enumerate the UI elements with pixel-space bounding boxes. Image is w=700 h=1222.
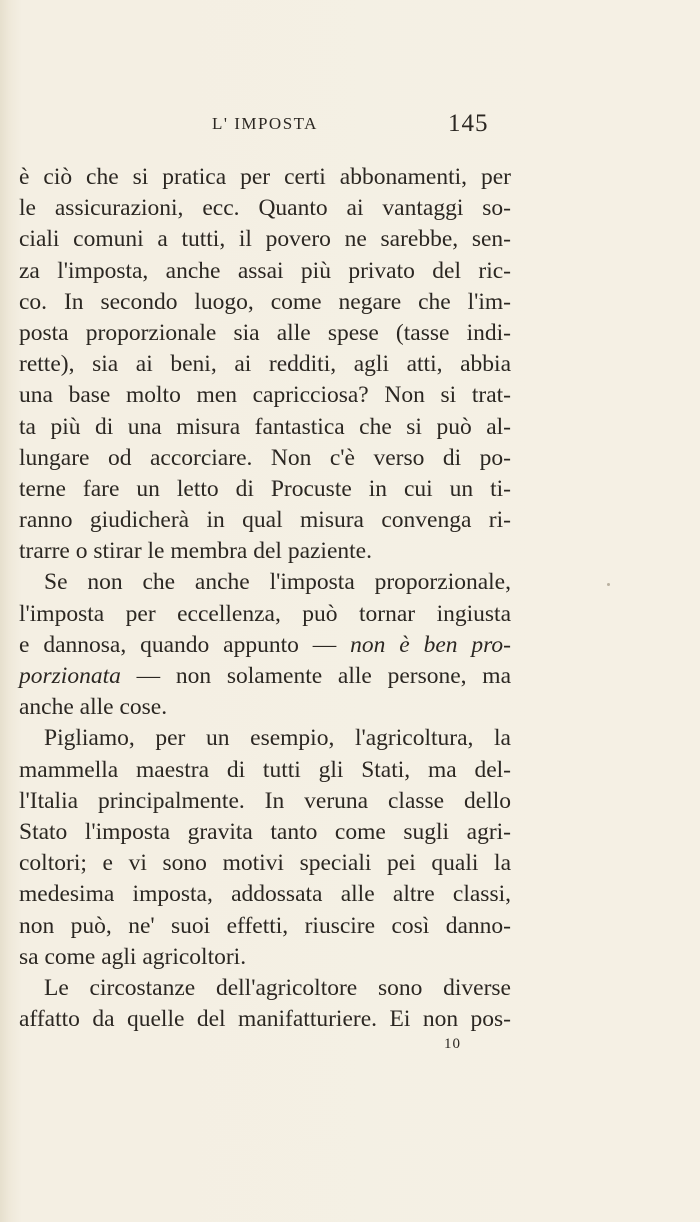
paragraph-1 (19, 162, 511, 567)
text-line: ranno giudicherà in qual misura convenga ri- (19, 507, 511, 534)
text-line: non può, ne' suoi effetti, riuscire così danno- (19, 912, 511, 939)
text-line: le assicurazioni, ecc. Quanto ai vantaggi so- (19, 195, 511, 222)
text-line: sa come agli agricoltori. (19, 943, 247, 970)
signature-mark: 10 (444, 1036, 461, 1052)
text-line: anche alle cose. (19, 694, 168, 721)
text-line: rette), sia ai beni, ai redditi, agli atti, abbia (19, 351, 511, 378)
text-line: co. In secondo luogo, come negare che l'im- (19, 288, 511, 315)
text-line: Le circostanze dell'agricoltore sono diverse (44, 974, 511, 1001)
text-line: posta proporzionale sia alle spese (tasse indi- (19, 319, 511, 346)
text-line (19, 661, 511, 692)
text-line (19, 630, 511, 661)
paragraph-3 (19, 723, 511, 973)
text-line: una base molto men capricciosa? Non si trat- (19, 382, 511, 409)
text-line: ciali comuni a tutti, il povero ne sarebbe, sen- (19, 226, 511, 253)
text-line: l'imposta per eccellenza, può tornar ingiusta (19, 600, 511, 627)
text-line: trarre o stirar le membra del paziente. (19, 538, 372, 565)
text-line: za l'imposta, anche assai più privato del ric- (19, 257, 511, 284)
text-line: ta più di una misura fantastica che si può al- (19, 413, 511, 440)
text-segment: — non solamente alle persone, ma (120, 663, 511, 689)
text-line: lungare od accorciare. Non c'è verso di po- (19, 444, 511, 471)
text-line: Stato l'imposta gravita tanto come sugli agri- (19, 818, 511, 845)
text-line: coltori; e vi sono motivi speciali pei quali la (19, 850, 511, 877)
body-text (19, 162, 511, 1035)
paragraph-2 (19, 567, 511, 723)
italic-phrase: porzionata (19, 663, 121, 689)
text-line: Se non che anche l'imposta proporzionale, (44, 569, 511, 596)
text-line: mammella maestra di tutti gli Stati, ma del- (19, 756, 511, 783)
running-head (0, 110, 700, 140)
text-line: medesima imposta, addossata alle altre classi, (19, 881, 511, 908)
text-segment: e dannosa, quando appunto — (19, 631, 351, 658)
text-line: è ciò che si pratica per certi abbonamenti, per (19, 164, 511, 190)
running-title: L' IMPOSTA (212, 114, 318, 133)
text-line: terne fare un letto di Procuste in cui un ti- (19, 475, 511, 502)
text-line: l'Italia principalmente. In veruna classe dello (19, 787, 511, 814)
text-line: Pigliamo, per un esempio, l'agricoltura, la (44, 725, 511, 752)
paper-speck (607, 583, 610, 586)
italic-phrase: non è ben pro- (350, 631, 512, 658)
page-number: 145 (448, 110, 489, 137)
text-line: affatto da quelle del manifatturiere. Ei non pos- (19, 1006, 511, 1033)
paragraph-4 (19, 973, 511, 1035)
